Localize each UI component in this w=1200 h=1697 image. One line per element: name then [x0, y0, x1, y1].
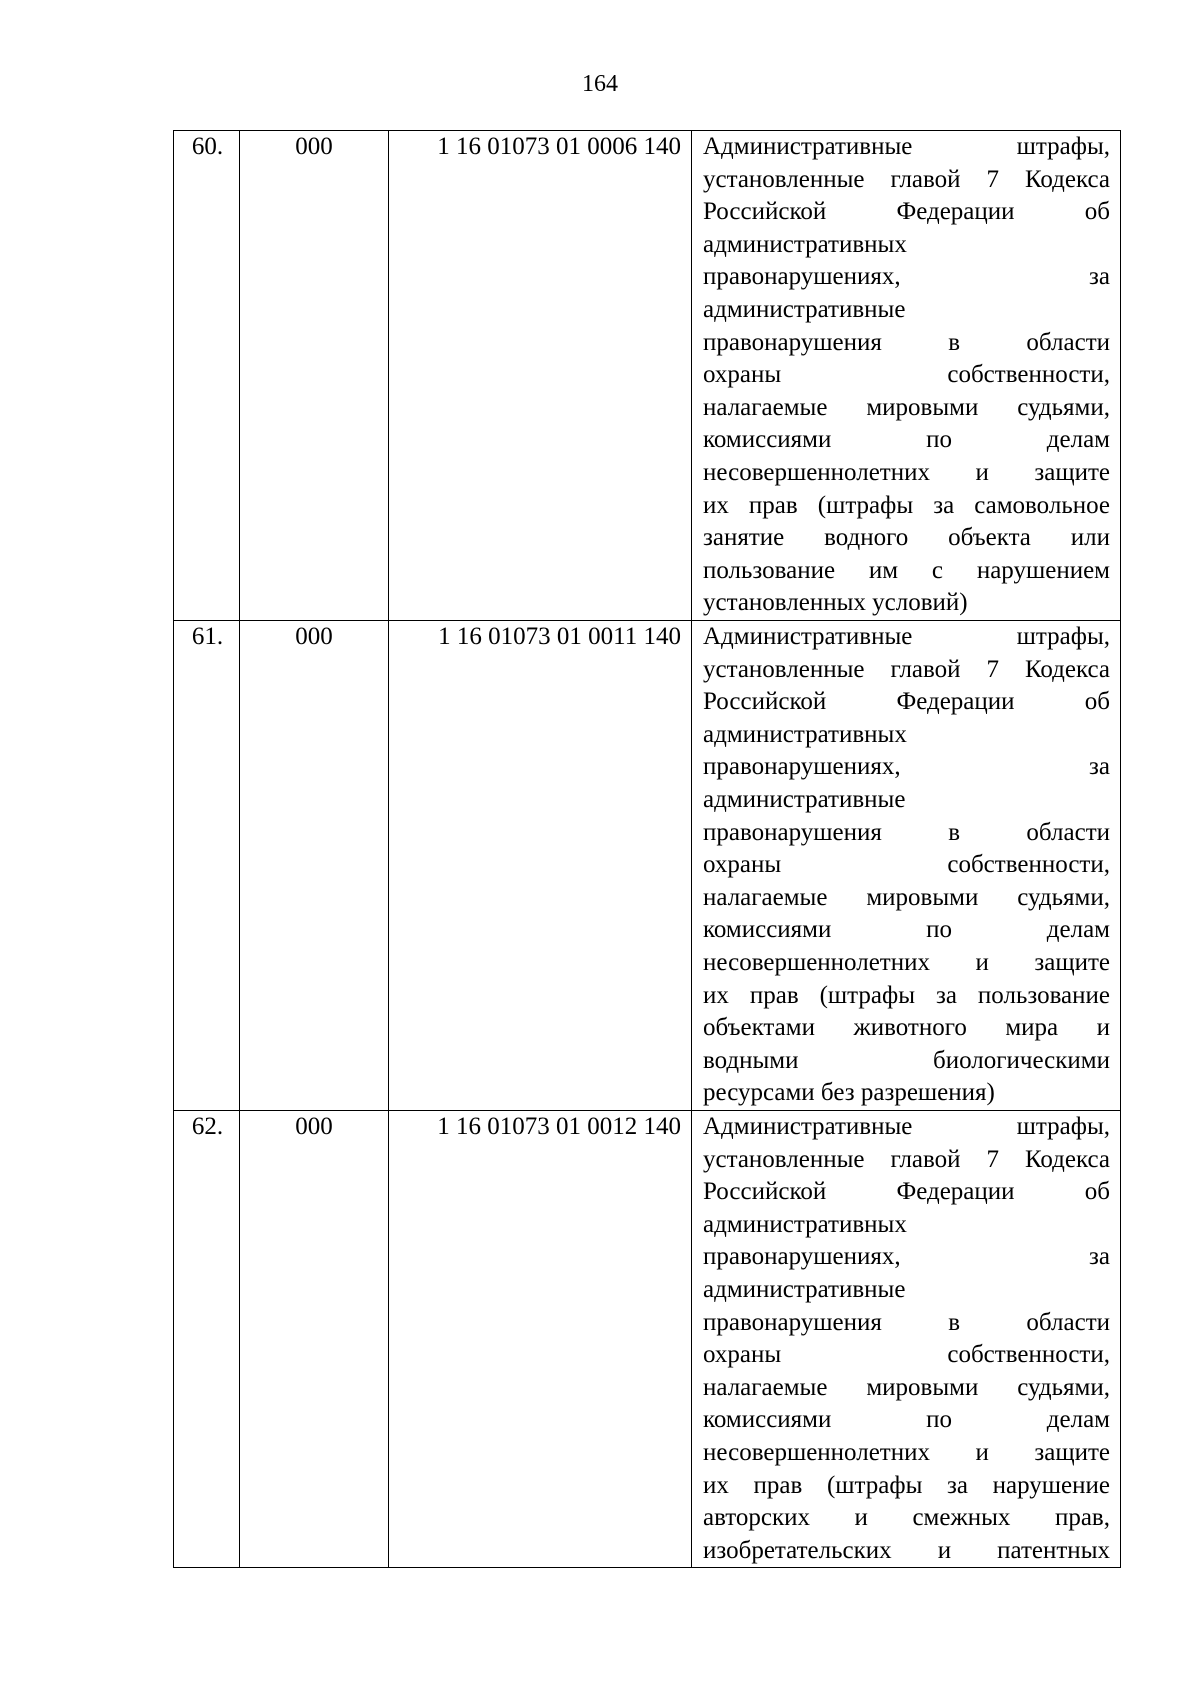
description-cell — [692, 131, 1121, 621]
description-line: административные — [703, 1275, 906, 1303]
description-line: их прав (штрафы за нарушение — [703, 1471, 1110, 1499]
description-line: налагаемые мировыми судьями, — [703, 1373, 1110, 1401]
description-line: Российской Федерации об — [703, 688, 1110, 716]
administrator-code-cell: 000 — [240, 621, 389, 1111]
description-line: комиссиями по делам — [703, 1406, 1110, 1434]
description-line: несовершеннолетних и защите — [703, 948, 1110, 976]
description-line: правонарушения в области — [703, 818, 1110, 846]
budget-classification-table — [173, 130, 1121, 1568]
description-cell — [692, 621, 1121, 1111]
row-number-cell: 60. — [174, 131, 240, 621]
description-line: ресурсами без разрешения) — [703, 1079, 995, 1107]
page-number: 164 — [582, 71, 618, 97]
description-line: водными биологическими — [703, 1046, 1110, 1074]
budget-code-cell: 1 16 01073 01 0012 140 — [389, 1111, 692, 1568]
description-line: административных — [703, 1210, 907, 1238]
description-line: охраны собственности, — [703, 1341, 1110, 1369]
description-line: правонарушения в области — [703, 328, 1110, 356]
description-cell — [692, 1111, 1121, 1568]
budget-code-cell: 1 16 01073 01 0011 140 — [389, 621, 692, 1111]
description-line: Административные штрафы, — [703, 1113, 1110, 1140]
description-line: установленных условий) — [703, 589, 968, 617]
description-line: их прав (штрафы за самовольное — [703, 491, 1110, 519]
table-row — [174, 1111, 1121, 1568]
description-line: охраны собственности, — [703, 851, 1110, 879]
description-line: административные — [703, 785, 906, 813]
description-line: Административные штрафы, — [703, 133, 1110, 160]
description-line: правонарушениях, за — [703, 753, 1110, 781]
description-line: административных — [703, 720, 907, 748]
description-line: несовершеннолетних и защите — [703, 458, 1110, 486]
description-line: объектами животного мира и — [703, 1014, 1110, 1042]
description-line: административных — [703, 230, 907, 258]
description-line: установленные главой 7 Кодекса — [703, 655, 1110, 683]
description-line: несовершеннолетних и защите — [703, 1438, 1110, 1466]
table-row — [174, 621, 1121, 1111]
description-line: комиссиями по делам — [703, 426, 1110, 454]
description-line: установленные главой 7 Кодекса — [703, 165, 1110, 193]
description-line: занятие водного объекта или — [703, 524, 1110, 552]
description-line: их прав (штрафы за пользование — [703, 981, 1110, 1009]
row-number-cell: 62. — [174, 1111, 240, 1568]
administrator-code-cell: 000 — [240, 131, 389, 621]
budget-code-cell: 1 16 01073 01 0006 140 — [389, 131, 692, 621]
description-line: правонарушениях, за — [703, 263, 1110, 291]
administrator-code-cell: 000 — [240, 1111, 389, 1568]
description-line: охраны собственности, — [703, 361, 1110, 389]
description-line: установленные главой 7 Кодекса — [703, 1145, 1110, 1173]
description-line: административные — [703, 295, 906, 323]
description-line: Административные штрафы, — [703, 623, 1110, 650]
description-line: пользование им с нарушением — [703, 556, 1110, 584]
description-line: комиссиями по делам — [703, 916, 1110, 944]
description-line: Российской Федерации об — [703, 198, 1110, 226]
description-line: правонарушения в области — [703, 1308, 1110, 1336]
description-line: налагаемые мировыми судьями, — [703, 393, 1110, 421]
description-line: Российской Федерации об — [703, 1178, 1110, 1206]
description-line: изобретательских и патентных — [703, 1536, 1110, 1564]
description-line: налагаемые мировыми судьями, — [703, 883, 1110, 911]
description-line: авторских и смежных прав, — [703, 1504, 1110, 1532]
row-number-cell: 61. — [174, 621, 240, 1111]
description-line: правонарушениях, за — [703, 1243, 1110, 1271]
table-row — [174, 131, 1121, 621]
